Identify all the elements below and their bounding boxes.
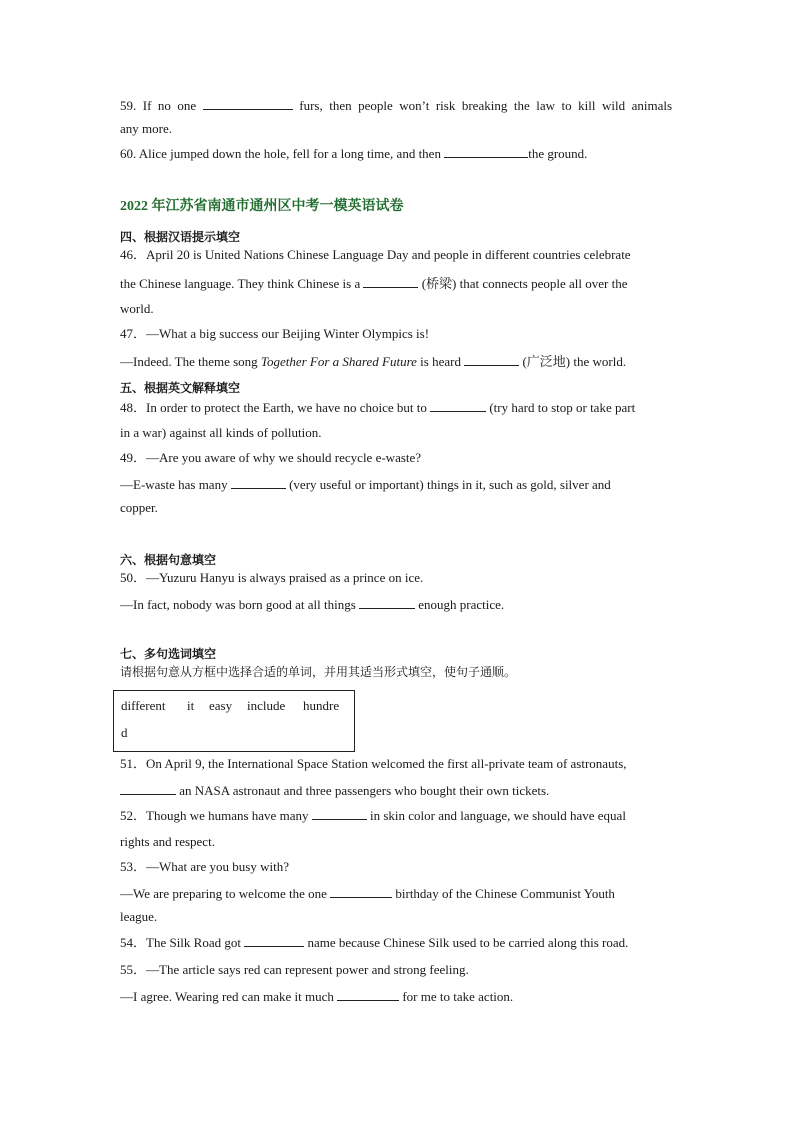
q53-text-b: birthday of the Chinese Communist Youth — [395, 886, 615, 901]
q46-text-a: the Chinese language. They think Chinese is a — [120, 276, 361, 291]
q53-blank[interactable] — [330, 885, 392, 898]
q60-blank[interactable] — [444, 145, 528, 158]
q48-line1 — [120, 399, 672, 416]
q46-line2 — [120, 275, 672, 292]
q49-line1: 49．—Are you aware of why we should recycle e-waste? — [120, 450, 422, 465]
exam-title: 2022 年江苏省南通市通州区中考一模英语试卷 — [120, 199, 404, 214]
q55-blank[interactable] — [337, 988, 399, 1001]
section-6-heading: 六、根据句意填空 — [120, 553, 217, 567]
q47-song-title: Together For a Shared Future — [260, 354, 417, 369]
q46-blank[interactable] — [363, 275, 418, 288]
section-4-heading: 四、根据汉语提示填空 — [120, 230, 241, 244]
q60-line — [120, 145, 672, 162]
word-bank-word: easy — [209, 698, 233, 713]
q60-text-b: the ground. — [528, 146, 588, 161]
q54-blank[interactable] — [244, 934, 304, 947]
q46-line3: world. — [120, 301, 154, 316]
q50-text-a: —In fact, nobody was born good at all things — [120, 597, 356, 612]
q52-line2: rights and respect. — [120, 834, 215, 849]
q49-text-b: (very useful or important) things in it, such as gold, silver and — [289, 477, 611, 492]
q47-line2 — [120, 353, 672, 370]
q48-blank[interactable] — [430, 399, 486, 412]
q48-text-b: (try hard to stop or take part — [489, 400, 636, 415]
q52-text-a: 52．Though we humans have many — [120, 808, 309, 823]
q59-text-b: furs, then people won’t risk breaking the law to kill wild animals — [299, 98, 672, 113]
q52-blank[interactable] — [312, 807, 367, 820]
q59-text-a: 59. If no one — [120, 98, 197, 113]
section-7-instruction: 请根据句意从方框中选择合适的单词，并用其适当形式填空，使句子通顺。 — [120, 665, 517, 679]
q59-blank[interactable] — [203, 97, 293, 110]
q50-blank[interactable] — [359, 596, 415, 609]
q55-line2 — [120, 988, 672, 1005]
q55-text-a: —I agree. Wearing red can make it much — [120, 989, 334, 1004]
q47-text-c: (广泛地) the world. — [522, 354, 627, 369]
word-bank-word: include — [247, 698, 286, 713]
q46-text-b: (桥梁) that connects people all over the — [421, 276, 628, 291]
word-bank-word: it — [187, 698, 195, 713]
q46-line1: 46．April 20 is United Nations Chinese Language Day and people in different countries celebrate — [120, 247, 631, 262]
q51-blank[interactable] — [120, 782, 176, 795]
q51-text-b: an NASA astronaut and three passengers who bought their own tickets. — [179, 783, 550, 798]
q47-line1: 47．—What a big success our Beijing Winter Olympics is! — [120, 326, 430, 341]
word-bank-word: different — [121, 698, 166, 713]
q50-line1: 50．—Yuzuru Hanyu is always praised as a prince on ice. — [120, 570, 424, 585]
q54-text-b: name because Chinese Silk used to be carried along this road. — [307, 935, 629, 950]
word-bank-box — [113, 690, 355, 752]
q60-text-a: 60. Alice jumped down the hole, fell for a long time, and then — [120, 146, 441, 161]
section-5-heading: 五、根据英文解释填空 — [120, 381, 241, 395]
q54-text-a: 54．The Silk Road got — [120, 935, 241, 950]
q52-text-b: in skin color and language, we should have equal — [369, 808, 626, 823]
section-7-heading: 七、多句选词填空 — [120, 647, 217, 661]
q47-blank[interactable] — [464, 353, 519, 366]
q59-line1 — [120, 97, 672, 114]
q53-line3: league. — [120, 909, 158, 924]
q50-text-b: enough practice. — [418, 597, 505, 612]
q49-text-a: —E-waste has many — [120, 477, 228, 492]
q51-line2 — [120, 782, 672, 799]
q53-line2 — [120, 885, 672, 902]
q51-line1: 51．On April 9, the International Space Station welcomed the first all-private team of astronauts, — [120, 756, 627, 771]
word-bank-word: hundre — [303, 698, 340, 713]
q55-line1: 55．—The article says red can represent power and strong feeling. — [120, 962, 469, 977]
q47-text-a: —Indeed. The theme song — [120, 354, 258, 369]
word-bank-wrap: d — [121, 725, 128, 740]
q48-text-a: 48．In order to protect the Earth, we have no choice but to — [120, 400, 427, 415]
q47-text-b: is heard — [420, 354, 461, 369]
q52-line1 — [120, 807, 672, 824]
q53-line1: 53．—What are you busy with? — [120, 859, 289, 874]
q49-line2 — [120, 476, 672, 493]
q49-blank[interactable] — [231, 476, 286, 489]
q59-line2: any more. — [120, 121, 172, 136]
q48-line2: in a war) against all kinds of pollution. — [120, 425, 322, 440]
q49-line3: copper. — [120, 500, 158, 515]
q53-text-a: —We are preparing to welcome the one — [120, 886, 327, 901]
word-bank-row — [121, 698, 339, 714]
q50-line2 — [120, 596, 672, 613]
q55-text-b: for me to take action. — [402, 989, 514, 1004]
q54-line — [120, 934, 672, 951]
